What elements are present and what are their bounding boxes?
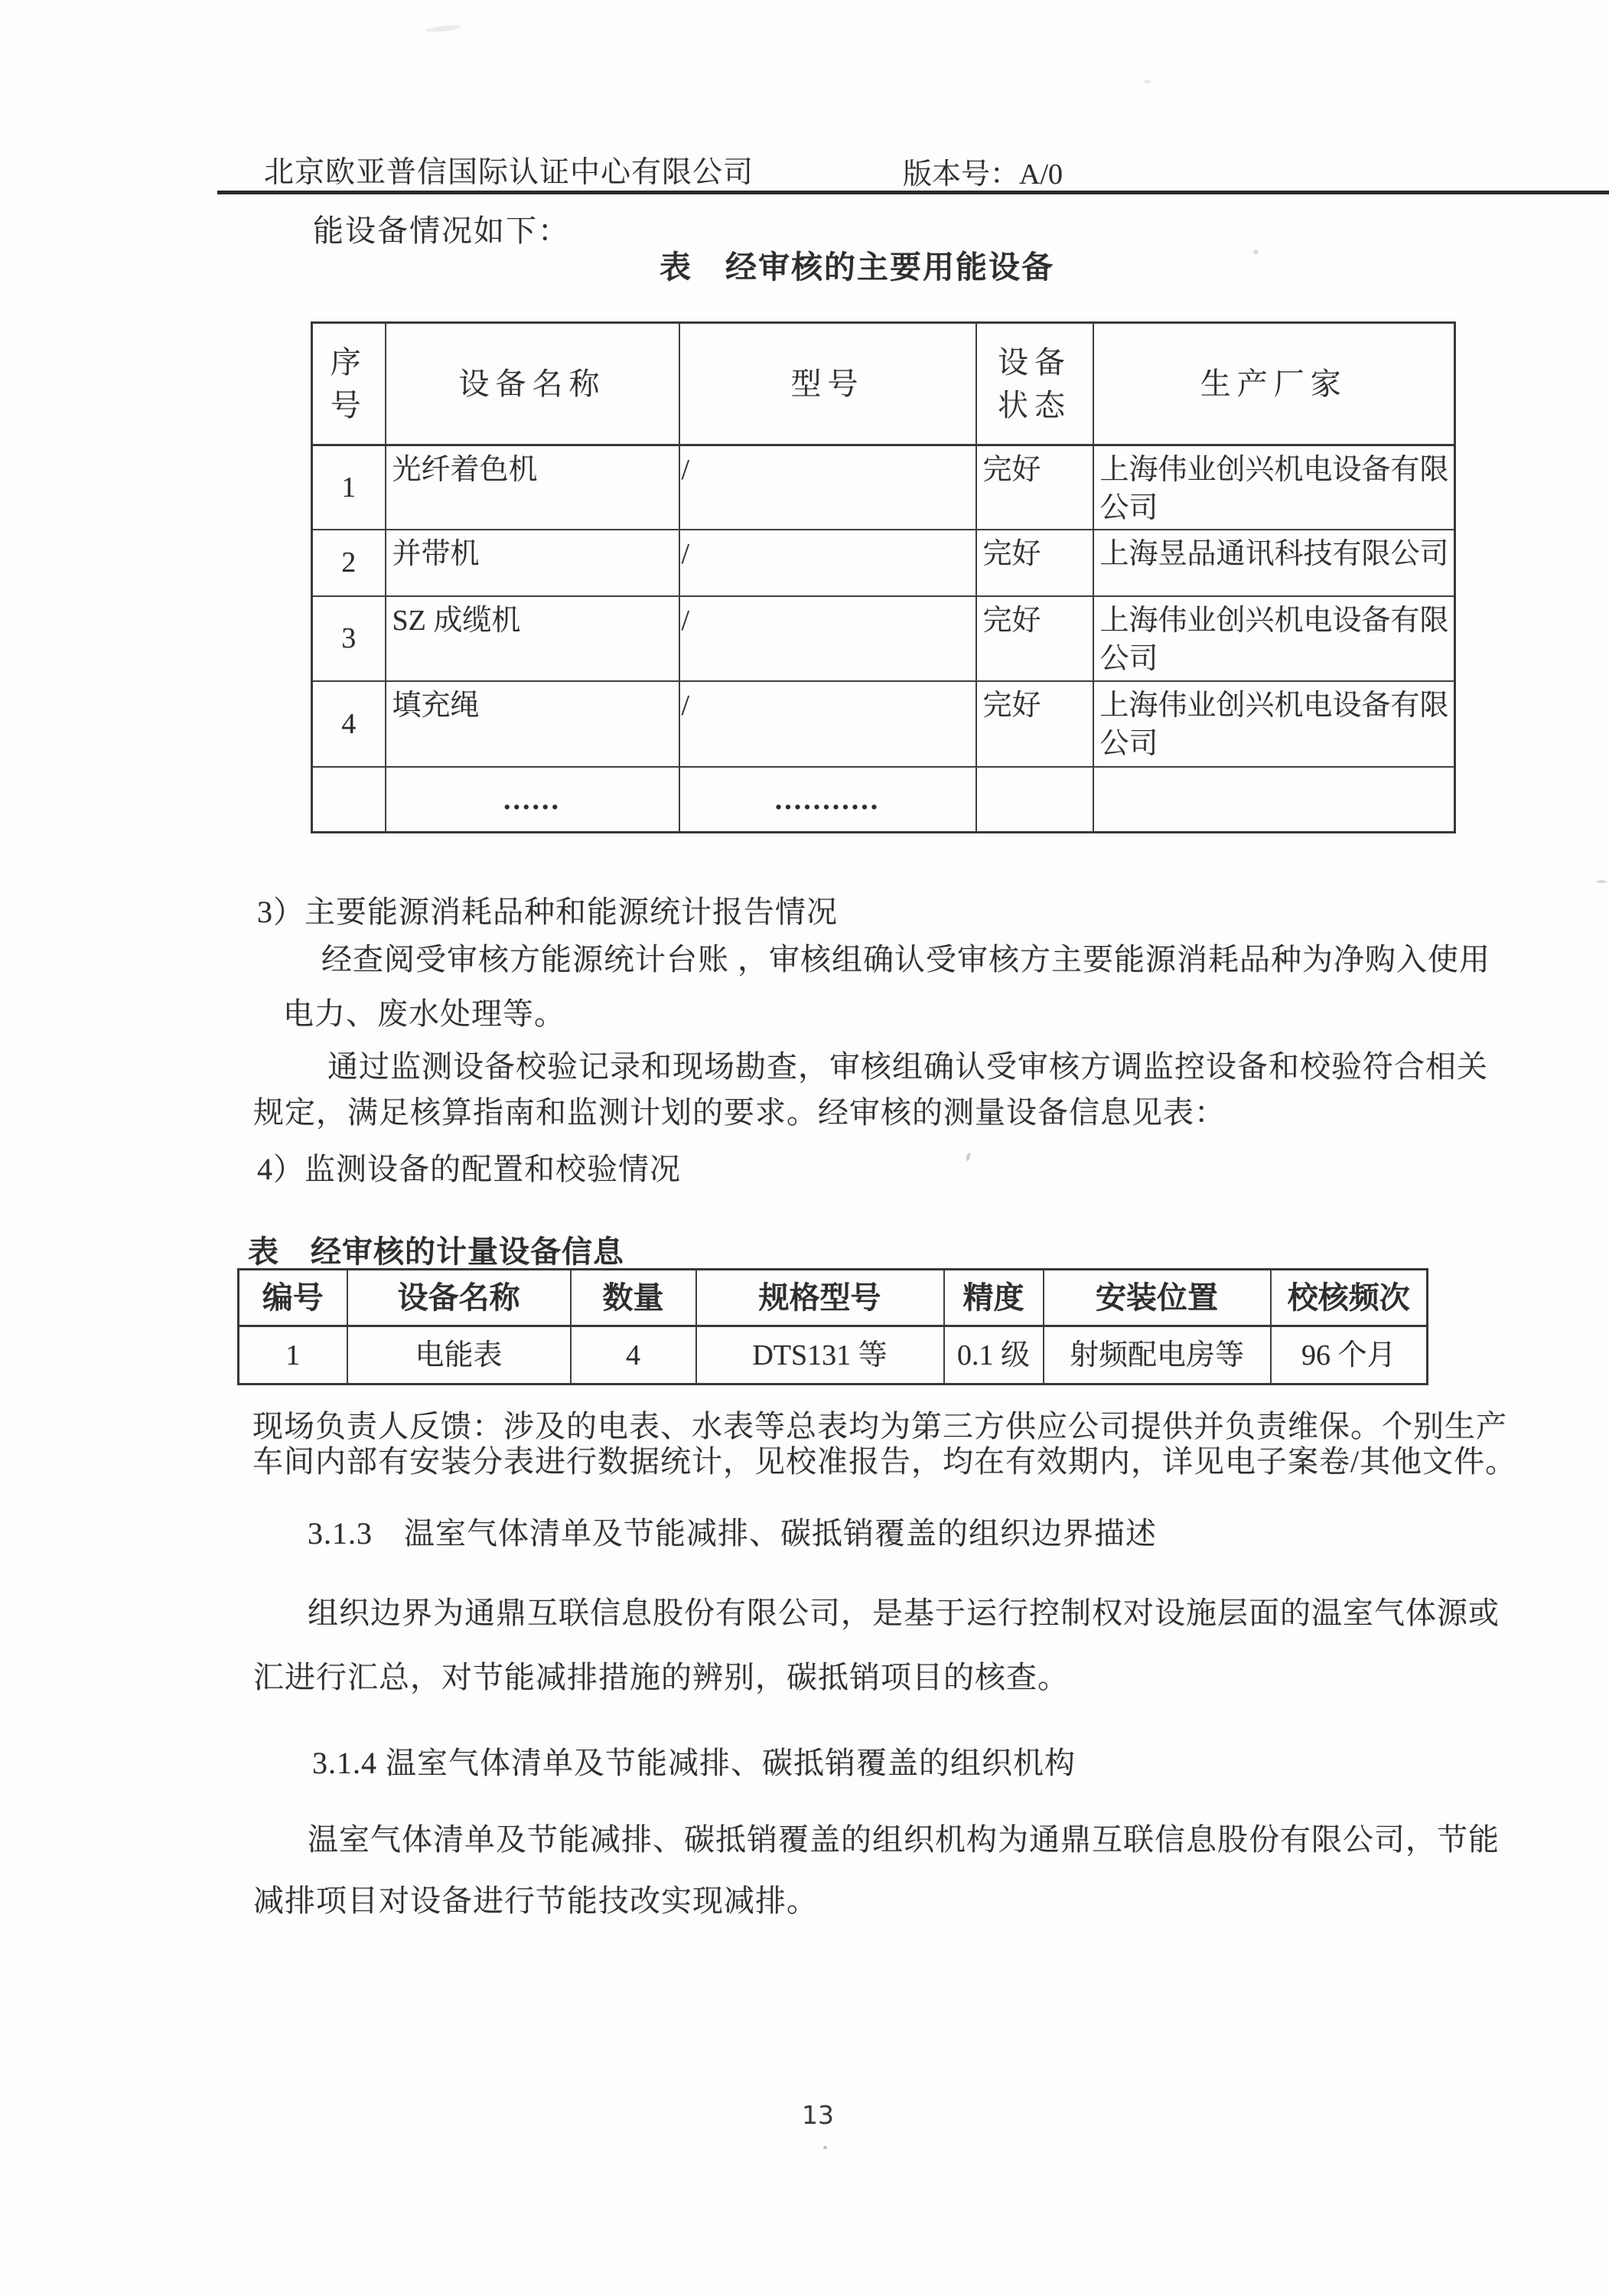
table-cell: 上海昱品通讯科技有限公司: [1093, 530, 1455, 596]
column-header-location: 安装位置: [1044, 1270, 1271, 1326]
paragraph-boundary-line2: 汇进行汇总，对节能减排措施的辨别，碳抵销项目的核查。: [253, 1660, 1069, 1694]
table-cell: [976, 767, 1093, 833]
intro-text: 能设备情况如下：: [313, 214, 570, 248]
table-cell: 光纤着色机: [386, 445, 679, 530]
table-cell: 完好: [976, 445, 1093, 530]
column-header-seq: 序号: [312, 323, 386, 445]
table-cell: 0.1 级: [944, 1326, 1044, 1384]
paragraph-monitor-line1: 通过监测设备校验记录和现场勘查，审核组确认受审核方调监控设备和校验符合相关: [327, 1049, 1488, 1084]
column-header-frequency: 校核频次: [1271, 1270, 1428, 1326]
header-version-label: 版本号：A/0: [903, 158, 1063, 191]
scan-artifact: [823, 2146, 827, 2149]
section-heading-314: 3.1.4 温室气体清单及节能减排、碳抵销覆盖的组织机构: [312, 1746, 1076, 1780]
table-cell: 完好: [976, 530, 1093, 596]
column-header-device: 设备名称: [347, 1270, 571, 1326]
paragraph-org-line1: 温室气体清单及节能减排、碳抵销覆盖的组织机构为通鼎互联信息股份有限公司，节能: [308, 1822, 1500, 1857]
column-header-status: 设备状态: [976, 323, 1093, 445]
scan-artifact: [1253, 249, 1259, 254]
header-divider: [217, 191, 1609, 194]
table-row: [312, 530, 1455, 596]
paragraph-energy-line2: 电力、废水处理等。: [283, 996, 565, 1031]
list-item-3: 3）主要能源消耗品种和能源统计报告情况: [257, 895, 838, 929]
column-header-maker: 生产厂家: [1093, 323, 1455, 445]
paragraph-energy-line1: 经查阅受审核方能源统计台账 ，审核组确认受审核方主要能源消耗品种为净购入使用: [321, 942, 1490, 977]
note-feedback-line1: 现场负责人反馈：涉及的电表、水表等总表均为第三方供应公司提供并负责维保。个别生产: [252, 1409, 1507, 1443]
section-heading-313: 3.1.3 温室气体清单及节能减排、碳抵销覆盖的组织边界描述: [308, 1516, 1157, 1551]
column-header-qty: 数量: [571, 1270, 696, 1326]
table-header-row: [239, 1270, 1428, 1326]
column-header-device: 设备名称: [386, 323, 679, 445]
table-row: [312, 596, 1455, 681]
table-cell: /: [679, 445, 976, 530]
paragraph-monitor-line2: 规定，满足核算指南和监测计划的要求。经审核的测量设备信息见表：: [253, 1095, 1226, 1130]
table-row: [312, 681, 1455, 767]
table-cell: /: [679, 530, 976, 596]
scan-artifact: [425, 24, 461, 34]
table-cell: 2: [312, 530, 386, 596]
table-cell: 填充绳: [386, 681, 679, 767]
table-cell: 1: [239, 1326, 347, 1384]
metering-devices-table: [237, 1268, 1428, 1385]
table-cell: [312, 767, 386, 833]
table-cell: DTS131 等: [696, 1326, 944, 1384]
scan-artifact: [1144, 80, 1151, 83]
scan-artifact: [965, 1152, 971, 1161]
table-cell: [1093, 767, 1455, 833]
table-row: [312, 767, 1455, 833]
table-cell: /: [679, 596, 976, 681]
table-cell: 上海伟业创兴机电设备有限公司: [1093, 445, 1455, 530]
table-cell: 3: [312, 596, 386, 681]
table-cell: 电能表: [347, 1326, 571, 1384]
table-cell: ...........: [679, 767, 976, 833]
list-item-4: 4）监测设备的配置和校验情况: [257, 1152, 681, 1186]
table-cell: 1: [312, 445, 386, 530]
table-row: [239, 1326, 1428, 1384]
table-cell: 96 个月: [1271, 1326, 1428, 1384]
table-cell: 完好: [976, 681, 1093, 767]
header-company-name: 北京欧亚普信国际认证中心有限公司: [264, 156, 754, 189]
paragraph-boundary-line1: 组织边界为通鼎互联信息股份有限公司，是基于运行控制权对设施层面的温室气体源或: [308, 1596, 1500, 1630]
column-header-model: 型号: [679, 323, 976, 445]
table-cell: 4: [571, 1326, 696, 1384]
scan-artifact: [1596, 880, 1607, 883]
table-cell: SZ 成缆机: [386, 596, 679, 681]
note-feedback-line2: 车间内部有安装分表进行数据统计，见校准报告，均在有效期内，详见电子案卷/其他文件。: [252, 1444, 1517, 1479]
table-row: [312, 445, 1455, 530]
table-cell: 完好: [976, 596, 1093, 681]
column-header-id: 编号: [239, 1270, 347, 1326]
table-cell: 上海伟业创兴机电设备有限公司: [1093, 681, 1455, 767]
column-header-precision: 精度: [944, 1270, 1044, 1326]
table-cell: 上海伟业创兴机电设备有限公司: [1093, 596, 1455, 681]
table-header-row: [312, 323, 1455, 445]
table-cell: ......: [386, 767, 679, 833]
page-number: 13: [802, 2100, 834, 2130]
table2-title: 表 经审核的计量设备信息: [248, 1235, 624, 1269]
column-header-spec: 规格型号: [696, 1270, 944, 1326]
table-cell: 4: [312, 681, 386, 767]
main-devices-table: [311, 321, 1456, 833]
paragraph-org-line2: 减排项目对设备进行节能技改实现减排。: [253, 1883, 818, 1918]
table-cell: 并带机: [386, 530, 679, 596]
table-cell: 射频配电房等: [1044, 1326, 1271, 1384]
table1-title: 表 经审核的主要用能设备: [660, 249, 1054, 285]
table-cell: /: [679, 681, 976, 767]
